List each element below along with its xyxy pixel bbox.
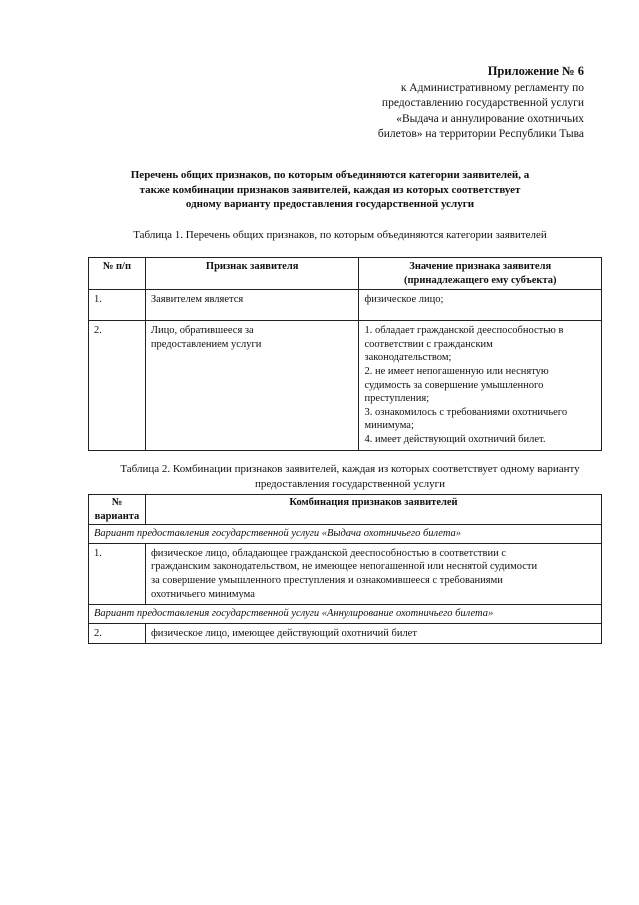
table-row: [89, 623, 602, 644]
appendix-line: к Административному регламенту по: [400, 81, 584, 94]
row-value: 1. обладает гражданской дееспособностью в соответствии с гражданским законодательством; 2. не имеет непогашенную или неснятую судимость за совершение умышленного преступления; 3. ознакомилось с требованиями охотничьего минимума; 4. имеет действующий охотничий билет.: [359, 321, 602, 450]
variant-title: Вариант предоставления государственной услуги «Выдача охотничьего билета»: [89, 525, 602, 544]
header-number: № п/п: [89, 258, 146, 290]
table-row: [89, 543, 602, 604]
table-row: [89, 290, 602, 321]
row-combination: физическое лицо, обладающее гражданской дееспособностью в соответствии с гражданским законодательством, не имеющее непогашенной или неснятой судимости за совершение умышленного преступления и ознакомившееся с требованиями охотничьего минимума: [145, 543, 601, 604]
row-sign: Лицо, обратившееся за предоставлением услуги: [145, 321, 359, 450]
row-number: 2.: [89, 321, 146, 450]
variant-row: [89, 525, 602, 544]
document-heading: [100, 168, 560, 212]
sign-combinations-table: [88, 494, 602, 644]
appendix-line: предоставлению государственной услуги: [381, 97, 584, 110]
appendix-line: «Выдача и аннулирование охотничьих: [396, 112, 584, 125]
variant-title: Вариант предоставления государственной услуги «Аннулирование охотничьего билета»: [89, 605, 602, 624]
row-value: физическое лицо;: [359, 290, 602, 321]
table-header-row: [89, 495, 602, 525]
header-variant-number: № варианта: [89, 495, 146, 525]
header-combination: Комбинация признаков заявителей: [145, 495, 601, 525]
applicant-signs-table: [88, 257, 602, 451]
table-header-row: [89, 258, 602, 290]
heading-line: одному варианту предоставления государственной услуги: [185, 198, 475, 211]
table1-caption: Таблица 1. Перечень общих признаков, по которым объединяются категории заявителей: [133, 229, 547, 241]
table-row: [89, 321, 602, 450]
header-value: Значение признака заявителя (принадлежащего ему субъекта): [359, 258, 602, 290]
variant-row: [89, 605, 602, 624]
appendix-block: [284, 64, 584, 143]
row-number: 1.: [89, 290, 146, 321]
row-sign: Заявителем является: [145, 290, 359, 321]
appendix-line: билетов» на территории Республики Тыва: [377, 128, 584, 141]
row-number: 1.: [89, 543, 146, 604]
heading-line: также комбинации признаков заявителей, каждая из которых соответствует: [139, 183, 521, 196]
row-number: 2.: [89, 623, 146, 644]
header-sign: Признак заявителя: [145, 258, 359, 290]
heading-line: Перечень общих признаков, по которым объединяются категории заявителей, а: [130, 169, 530, 181]
table2-caption: Таблица 2. Комбинации признаков заявителей, каждая из которых соответствует одному варианту предоставления государственной услуги: [120, 463, 580, 490]
row-combination: физическое лицо, имеющее действующий охотничий билет: [145, 623, 601, 644]
appendix-title: Приложение № 6: [487, 64, 584, 78]
